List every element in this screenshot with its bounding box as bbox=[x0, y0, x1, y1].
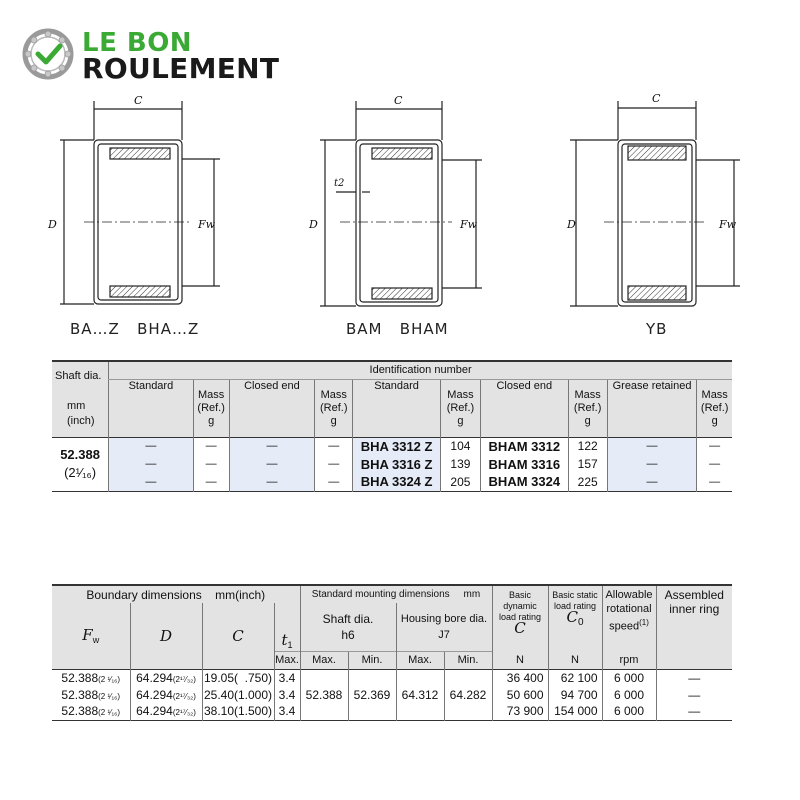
h-min-cell: 64.282 bbox=[444, 686, 492, 703]
shaft-dia-header-2: Shaft dia. h6 bbox=[300, 603, 396, 651]
h-min-cell bbox=[444, 703, 492, 720]
unit-blank bbox=[656, 651, 732, 669]
ring-cell: — bbox=[656, 686, 732, 703]
cell: — bbox=[697, 473, 732, 491]
c-cell: 25.40(1.000) bbox=[203, 687, 273, 702]
speed-cell: 6 000 bbox=[602, 703, 656, 720]
dim-t2: t2 bbox=[334, 178, 345, 189]
cell: — bbox=[193, 455, 229, 473]
part-number: BHAM 3324 bbox=[481, 473, 569, 491]
fw-cell: 52.388(2 ¹⁄₁₆) bbox=[61, 670, 121, 685]
cell: — bbox=[193, 473, 229, 491]
t1-cell: 3.4 bbox=[274, 703, 300, 720]
stat-load-header: Basic static load rating $C_0$ bbox=[548, 585, 602, 651]
col-mass-3: Mass (Ref.) g bbox=[440, 379, 480, 437]
speed-header: Allowable rotational speed$^{(1)}$ bbox=[602, 585, 656, 651]
shaft-dia-header: Shaft dia. mm (inch) bbox=[55, 370, 102, 428]
fw-cell: 52.388(2 ¹⁄₁₆) bbox=[61, 704, 121, 719]
drawing-yb bbox=[570, 101, 740, 306]
cell: 205 bbox=[440, 473, 480, 491]
unit-n-1: N bbox=[492, 651, 548, 669]
cell: — bbox=[607, 473, 697, 491]
cr-cell: 50 600 bbox=[492, 686, 548, 703]
part-number: BHA 3324 Z bbox=[353, 473, 441, 491]
unit-n-2: N bbox=[548, 651, 602, 669]
unit-rpm: rpm bbox=[602, 651, 656, 669]
label-bam: BAM BHAM bbox=[346, 320, 449, 338]
h-max-cell bbox=[396, 703, 444, 720]
col-standard-2: Standard bbox=[353, 379, 441, 437]
ring-cell: — bbox=[656, 703, 732, 720]
c-header: C bbox=[202, 603, 274, 669]
shaft-dia-value: 52.388 (2¹⁄₁₆) bbox=[60, 447, 100, 480]
part-number: BHA 3312 Z bbox=[353, 437, 441, 455]
d-header: D bbox=[130, 603, 202, 669]
h-max-cell: 64.312 bbox=[396, 686, 444, 703]
cell: — bbox=[109, 455, 193, 473]
speed-cell: 6 000 bbox=[602, 669, 656, 686]
cell: 122 bbox=[568, 437, 607, 455]
ident-header: Identification number bbox=[109, 361, 732, 379]
logo-line1: LE BON bbox=[82, 28, 193, 58]
housing-max: Max. bbox=[396, 651, 444, 669]
assembled-header: Assembled inner ring bbox=[656, 585, 732, 651]
housing-header: Housing bore dia. J7 bbox=[396, 603, 492, 651]
t1-cell: 3.4 bbox=[274, 686, 300, 703]
cell: — bbox=[229, 437, 315, 455]
s-min-cell bbox=[348, 703, 396, 720]
dyn-load-header: Basic dynamic load rating C bbox=[492, 585, 548, 651]
col-mass-4: Mass (Ref.) g bbox=[568, 379, 607, 437]
c-cell: 19.05( .750) bbox=[203, 670, 273, 685]
cell: 225 bbox=[568, 473, 607, 491]
cell: — bbox=[109, 473, 193, 491]
drawing-bam bbox=[320, 101, 482, 306]
dim-fw-3: Fw bbox=[719, 218, 737, 231]
c0r-cell: 94 700 bbox=[548, 686, 602, 703]
label-ba-z: BA…Z BHA…Z bbox=[70, 320, 200, 338]
col-mass-5: Mass (Ref.) g bbox=[697, 379, 732, 437]
d-cell: 64.294(2¹⁷⁄₃₂) bbox=[130, 703, 202, 720]
d-cell: 64.294(2¹⁷⁄₃₂) bbox=[130, 669, 202, 686]
cell: — bbox=[315, 437, 353, 455]
dim-d-2: D bbox=[309, 218, 318, 231]
cell: — bbox=[229, 473, 315, 491]
t1-header: $t_1$ bbox=[274, 603, 300, 651]
part-number: BHAM 3312 bbox=[481, 437, 569, 455]
t1-max: Max. bbox=[274, 651, 300, 669]
cell: — bbox=[697, 455, 732, 473]
cell: 104 bbox=[440, 437, 480, 455]
drawing-ba-z bbox=[60, 101, 220, 304]
cell: — bbox=[315, 473, 353, 491]
label-yb: YB bbox=[646, 320, 668, 338]
speed-cell: 6 000 bbox=[602, 686, 656, 703]
cr-cell: 36 400 bbox=[492, 669, 548, 686]
dim-fw-2: Fw bbox=[460, 218, 478, 231]
dim-d-3: D bbox=[567, 218, 576, 231]
s-max-cell bbox=[300, 703, 348, 720]
s-max-cell: 52.388 bbox=[300, 686, 348, 703]
c-cell: 38.10(1.500) bbox=[203, 704, 273, 719]
col-standard-1: Standard bbox=[109, 379, 193, 437]
h-max-cell bbox=[396, 669, 444, 686]
boundary-header: Boundary dimensions mm(inch) bbox=[86, 587, 266, 602]
mounting-header: Standard mounting dimensions mm bbox=[300, 585, 492, 603]
cr-cell: 73 900 bbox=[492, 703, 548, 720]
dim-c-2: C bbox=[394, 94, 403, 107]
cell: 157 bbox=[568, 455, 607, 473]
part-number: BHAM 3316 bbox=[481, 455, 569, 473]
col-closed-2: Closed end bbox=[481, 379, 569, 437]
s-min-cell: 52.369 bbox=[348, 686, 396, 703]
col-grease: Grease retained bbox=[607, 379, 697, 437]
cell: — bbox=[607, 437, 697, 455]
dim-c-1: C bbox=[134, 94, 143, 107]
dim-fw-1: Fw bbox=[198, 218, 216, 231]
logo-line2: ROULEMENT bbox=[82, 52, 280, 85]
c0r-cell: 62 100 bbox=[548, 669, 602, 686]
d-cell: 64.294(2¹⁷⁄₃₂) bbox=[130, 686, 202, 703]
fw-header: $F_w$ bbox=[82, 626, 100, 646]
h-min-cell bbox=[444, 669, 492, 686]
dim-d-1: D bbox=[48, 218, 57, 231]
cell: — bbox=[193, 437, 229, 455]
s-max-cell bbox=[300, 669, 348, 686]
c0r-cell: 154 000 bbox=[548, 703, 602, 720]
col-mass-1: Mass (Ref.) g bbox=[193, 379, 229, 437]
part-number: BHA 3316 Z bbox=[353, 455, 441, 473]
cell: — bbox=[229, 455, 315, 473]
cell: — bbox=[697, 437, 732, 455]
housing-min: Min. bbox=[444, 651, 492, 669]
t1-cell: 3.4 bbox=[274, 669, 300, 686]
dim-c-3: C bbox=[652, 92, 661, 105]
col-closed-1: Closed end bbox=[229, 379, 315, 437]
shaft-min: Min. bbox=[348, 651, 396, 669]
cell: — bbox=[109, 437, 193, 455]
ring-cell: — bbox=[656, 669, 732, 686]
fw-cell: 52.388(2 ¹⁄₁₆) bbox=[61, 687, 121, 702]
cell: — bbox=[315, 455, 353, 473]
cell: — bbox=[607, 455, 697, 473]
shaft-max: Max. bbox=[300, 651, 348, 669]
col-mass-2: Mass (Ref.) g bbox=[315, 379, 353, 437]
identification-table bbox=[52, 360, 732, 492]
bearing-drawings bbox=[0, 0, 800, 340]
s-min-cell bbox=[348, 669, 396, 686]
dimensions-table bbox=[52, 584, 732, 721]
cell: 139 bbox=[440, 455, 480, 473]
